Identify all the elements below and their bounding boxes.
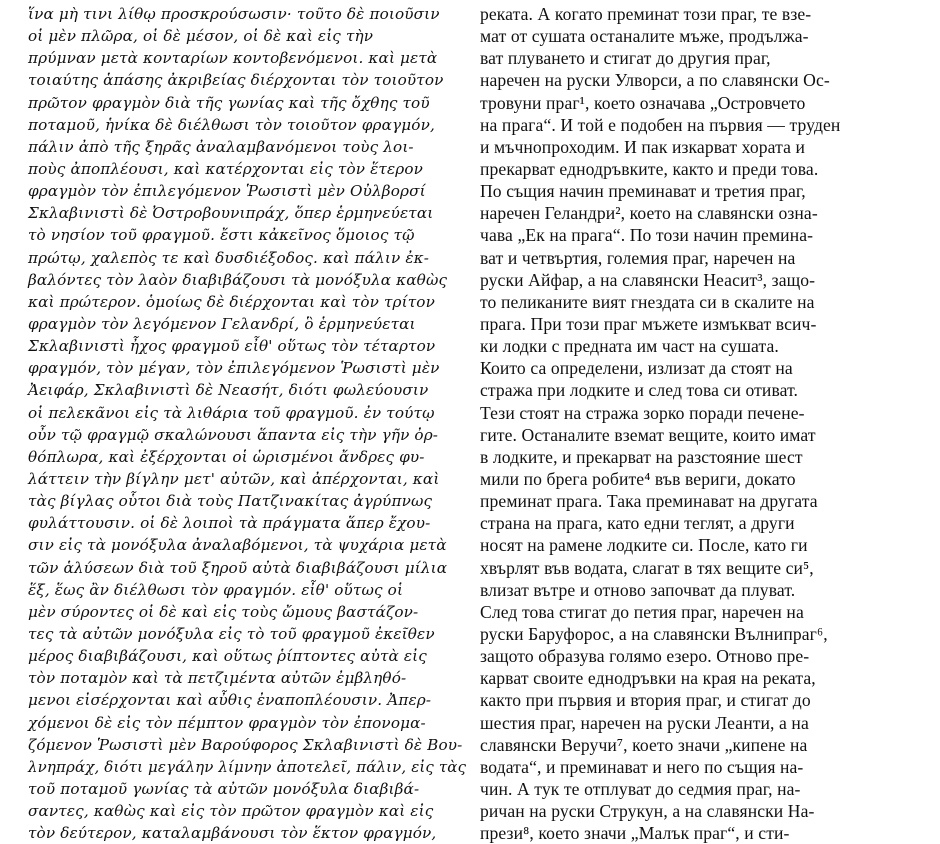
bulgarian-text-line: Тези стоят на стража зорко поради печене-: [480, 402, 805, 423]
bulgarian-text-line: прага. При този праг мъжете измъкват всич-: [480, 313, 817, 334]
greek-text-line: τὸν δεύτερον, καταλαμβάνουσι τὸν ἕκτον φραγμόν,: [28, 824, 437, 843]
greek-text-line: τὸ νησίον τοῦ φραγμοῦ. ἔστι κἀκεῖνος ὅμοιος τῷ: [28, 226, 415, 245]
greek-text-line: Ἀειφάρ, Σκλαβινιστὶ δὲ Νεασήτ, διότι φωλεύουσιν: [28, 381, 429, 400]
greek-text-line: λνηπράχ, διότι μεγάλην λίμνην ἀποτελεῖ, πάλιν, εἰς τὰς: [28, 757, 467, 776]
bulgarian-text-line: руски Айфар, а на славянски Неасит³, защо-: [480, 269, 816, 290]
bulgarian-text-line: наречен на руски Улворси, а по славянски Ос-: [480, 70, 830, 91]
greek-text-line: σαντες, καθὼς καὶ εἰς τὸν πρῶτον φραγμὸν καὶ εἰς: [28, 802, 434, 821]
bulgarian-text-line: ричан на руски Струкун, а на славянски На-: [480, 801, 815, 822]
greek-text-line: οὖν τῷ φραγμῷ σκαλώνουσι ἅπαντα εἰς τὴν γῆν ὀρ-: [28, 425, 439, 444]
bulgarian-text-line: мат от сушата останалите мъже, продължа-: [480, 26, 809, 47]
greek-text-line: ποταμοῦ, ἡνίκα δὲ διέλθωσι τὸν τοιοῦτον φραγμόν,: [28, 115, 435, 134]
greek-text-line: χόμενοι δὲ εἰς τὸν πέμπτον φραγμὸν τὸν ἐπονομα-: [28, 713, 426, 732]
bulgarian-text-line: шестия праг, наречен на руски Леанти, а на: [480, 712, 809, 733]
bulgarian-translation-column: [480, 3, 925, 844]
bulgarian-text-line: страна на прага, като едни теглят, а други: [480, 513, 795, 534]
bulgarian-text-line: карват своите еднодръвки на края на реката,: [480, 668, 816, 689]
bulgarian-text-line: Които са определени, излизат да стоят на: [480, 358, 793, 379]
bulgarian-text-line: носят на рамене лодките си. После, като ги: [480, 535, 808, 556]
greek-text-line: τὰς βίγλας οὗτοι διὰ τοὺς Πατζινακίτας ἀγρύπνως: [28, 492, 433, 511]
greek-text-line: φυλάττουσιν. οἱ δὲ λοιποὶ τὰ πράγματα ἅπερ ἔχου-: [28, 514, 431, 533]
bulgarian-text-line: прези⁸, което значи „Малък праг“, и сти-: [480, 823, 790, 844]
greek-text-line: τες τὰ αὐτῶν μονόξυλα εἰς τὸ τοῦ φραγμοῦ ἐκεῖθεν: [28, 624, 435, 643]
greek-text-line: Σκλαβινιστὶ ἦχος φραγμοῦ εἶθ' οὕτως τὸν τέταρτον: [28, 337, 436, 356]
greek-text-line: τοῦ ποταμοῦ γωνίας τὰ αὐτῶν μονόξυλα διαβιβά-: [28, 779, 420, 798]
bulgarian-text-line: наречен Геландри², което на славянски озна-: [480, 203, 818, 224]
greek-text-line: σιν εἰς τὰ μονόξυλα ἀναλαβόμενοι, τὰ ψυχάρια μετὰ: [28, 536, 447, 555]
bulgarian-text-line: чава „Ек на прага“. По този начин премина-: [480, 225, 814, 246]
bulgarian-text-line: По същия начин преминават и третия праг,: [480, 181, 806, 202]
bulgarian-text-line: стража при лодките и след това си отиват.: [480, 380, 799, 401]
bulgarian-text-line: гите. Останалите вземат вещите, които имат: [480, 424, 816, 445]
greek-text-line: ζόμενον Ῥωσιστὶ μὲν Βαρούφορος Σκλαβινιστὶ δὲ Βου-: [28, 735, 463, 754]
bulgarian-text-line: чин. А тук те отплуват до седмия праг, на-: [480, 778, 801, 799]
greek-text-line: μέρος διαβιβάζουσι, καὶ οὕτως ῥίπτοντες αὐτὰ εἰς: [28, 647, 427, 666]
bulgarian-text-line: в лодките, и прекарват на разстояние шест: [480, 446, 803, 467]
greek-text-line: καὶ πρώτερον. ὁμοίως δὲ διέρχονται καὶ τὸν τρίτον: [28, 292, 435, 311]
bulgarian-text-line: След това стигат до петия праг, наречен на: [480, 601, 804, 622]
bulgarian-text-line: хвърлят във водата, слагат в тях вещите си⁵,: [480, 557, 814, 578]
greek-text-line: τὸν ποταμὸν καὶ τὰ πετζιμέντα αὐτῶν ἐμβληθό-: [28, 669, 407, 688]
bulgarian-text-line: ват плуването и стигат до другия праг,: [480, 48, 771, 69]
greek-text-line: λάττειν τὴν βίγλην μετ' αὐτῶν, καὶ ἀπέρχονται, καὶ: [28, 469, 440, 488]
greek-text-line: Σκλαβινιστὶ δὲ Ὀστροβουνιπράχ, ὅπερ ἑρμηνεύεται: [28, 204, 434, 223]
greek-text-line: φραγμὸν τὸν λεγόμενον Γελανδρί, ὃ ἑρμηνεύεται: [28, 314, 416, 333]
greek-text-line: τῶν ἁλύσεων διὰ τοῦ ξηροῦ αὐτὰ διαβιβάζουσι μίλια: [28, 558, 448, 577]
bulgarian-text-line: прекарват еднодръвките, както и преди това.: [480, 158, 819, 179]
greek-text-line: πάλιν ἀπὸ τῆς ξηρᾶς ἀναλαμβανόμενοι τοὺς λοι-: [28, 137, 414, 156]
greek-text-line: πρύμναν μετὰ κονταρίων κοντοβενόμενοι. καὶ μετὰ: [28, 49, 438, 68]
greek-text-line: πρώτῳ, χαλεπὸς τε καὶ δυσδιέξοδος. καὶ πάλιν ἐκ-: [28, 248, 430, 267]
bulgarian-text-line: то пеликаните вият гнездата си в скалите на: [480, 291, 815, 312]
greek-text-line: θόπλωρα, καὶ ἐξέρχονται οἱ ὡρισμένοι ἄνδρες φυ-: [28, 447, 425, 466]
bulgarian-text-line: защото образува голямо езеро. Отново пре-: [480, 646, 810, 667]
bulgarian-text-line: водата“, и преминават и него по същия на-: [480, 756, 804, 777]
bulgarian-text-line: славянски Веручи⁷, което значи „кипене на: [480, 734, 808, 755]
bulgarian-text-line: и мъчнопроходим. И пак изкарват хората и: [480, 136, 806, 157]
greek-text-line: τοιαύτης ἁπάσης ἀκριβείας διέρχονται τὸν τοιοῦτον: [28, 71, 444, 90]
greek-text-line: ἵνα μὴ τινι λίθῳ προσκρούσωσιν· τοῦτο δὲ ποιοῦσιν: [28, 5, 440, 23]
bulgarian-text-line: ват и четвъртия, големия праг, наречен на: [480, 247, 796, 268]
bulgarian-text-line: влизат вътре и отново започват да плуват.: [480, 579, 796, 600]
greek-text-line: ποὺς ἀποπλέουσι, καὶ κατέρχονται εἰς τὸν ἕτερον: [28, 159, 423, 178]
bulgarian-text-line: преминат прага. Така преминават на другата: [480, 491, 818, 512]
bulgarian-text-line: руски Баруфорос, а на славянски Вълнипраг⁶,: [480, 623, 828, 644]
bulgarian-text-line: както при първия и втория праг, и стигат до: [480, 690, 811, 711]
bulgarian-text-line: реката. А когато преминат този праг, те взе-: [480, 4, 812, 24]
greek-text-line: μενοι εἰσέρχονται καὶ αὖθις ἐναποπλέουσιν. Ἀπερ-: [28, 691, 432, 710]
greek-text-line: φραγμόν, τὸν μέγαν, τὸν ἐπιλεγόμενον Ῥωσιστὶ μὲν: [28, 359, 440, 378]
bulgarian-text-line: ки лодки с предната им част на сушата.: [480, 336, 779, 357]
greek-text-line: φραγμὸν τὸν ἐπιλεγόμενον Ῥωσιστὶ μὲν Οὐλβορσί: [28, 182, 426, 201]
greek-text-line: πρῶτον φραγμὸν διὰ τῆς γωνίας καὶ τῆς ὄχθης τοῦ: [28, 93, 430, 112]
greek-text-line: ἕξ, ἕως ἂν διέλθωσι τὸν φραγμόν. εἶθ' οὕτως οἱ: [28, 580, 404, 599]
bulgarian-text-line: мили по брега робите⁴ във вериги, докато: [480, 468, 796, 489]
bulgarian-text-line: на прага“. И той е подобен на първия — труден: [480, 114, 841, 135]
greek-text-line: οἱ πελεκᾶνοι εἰς τὰ λιθάρια τοῦ φραγμοῦ. ἐν τούτῳ: [28, 403, 435, 422]
bulgarian-text-line: тровуни праг¹, което означава „Островчето: [480, 92, 806, 113]
greek-text-line: βαλόντες τὸν λαὸν διαβιβάζουσι τὰ μονόξυλα καθὼς: [28, 270, 448, 289]
greek-text-line: μὲν σύροντες οἱ δὲ καὶ εἰς τοὺς ὤμους βαστάζον-: [28, 602, 419, 621]
greek-text-column: [28, 3, 466, 844]
greek-text-line: οἱ μὲν πλῶρα, οἱ δὲ μέσον, οἱ δὲ καὶ εἰς τὴν: [28, 27, 374, 46]
